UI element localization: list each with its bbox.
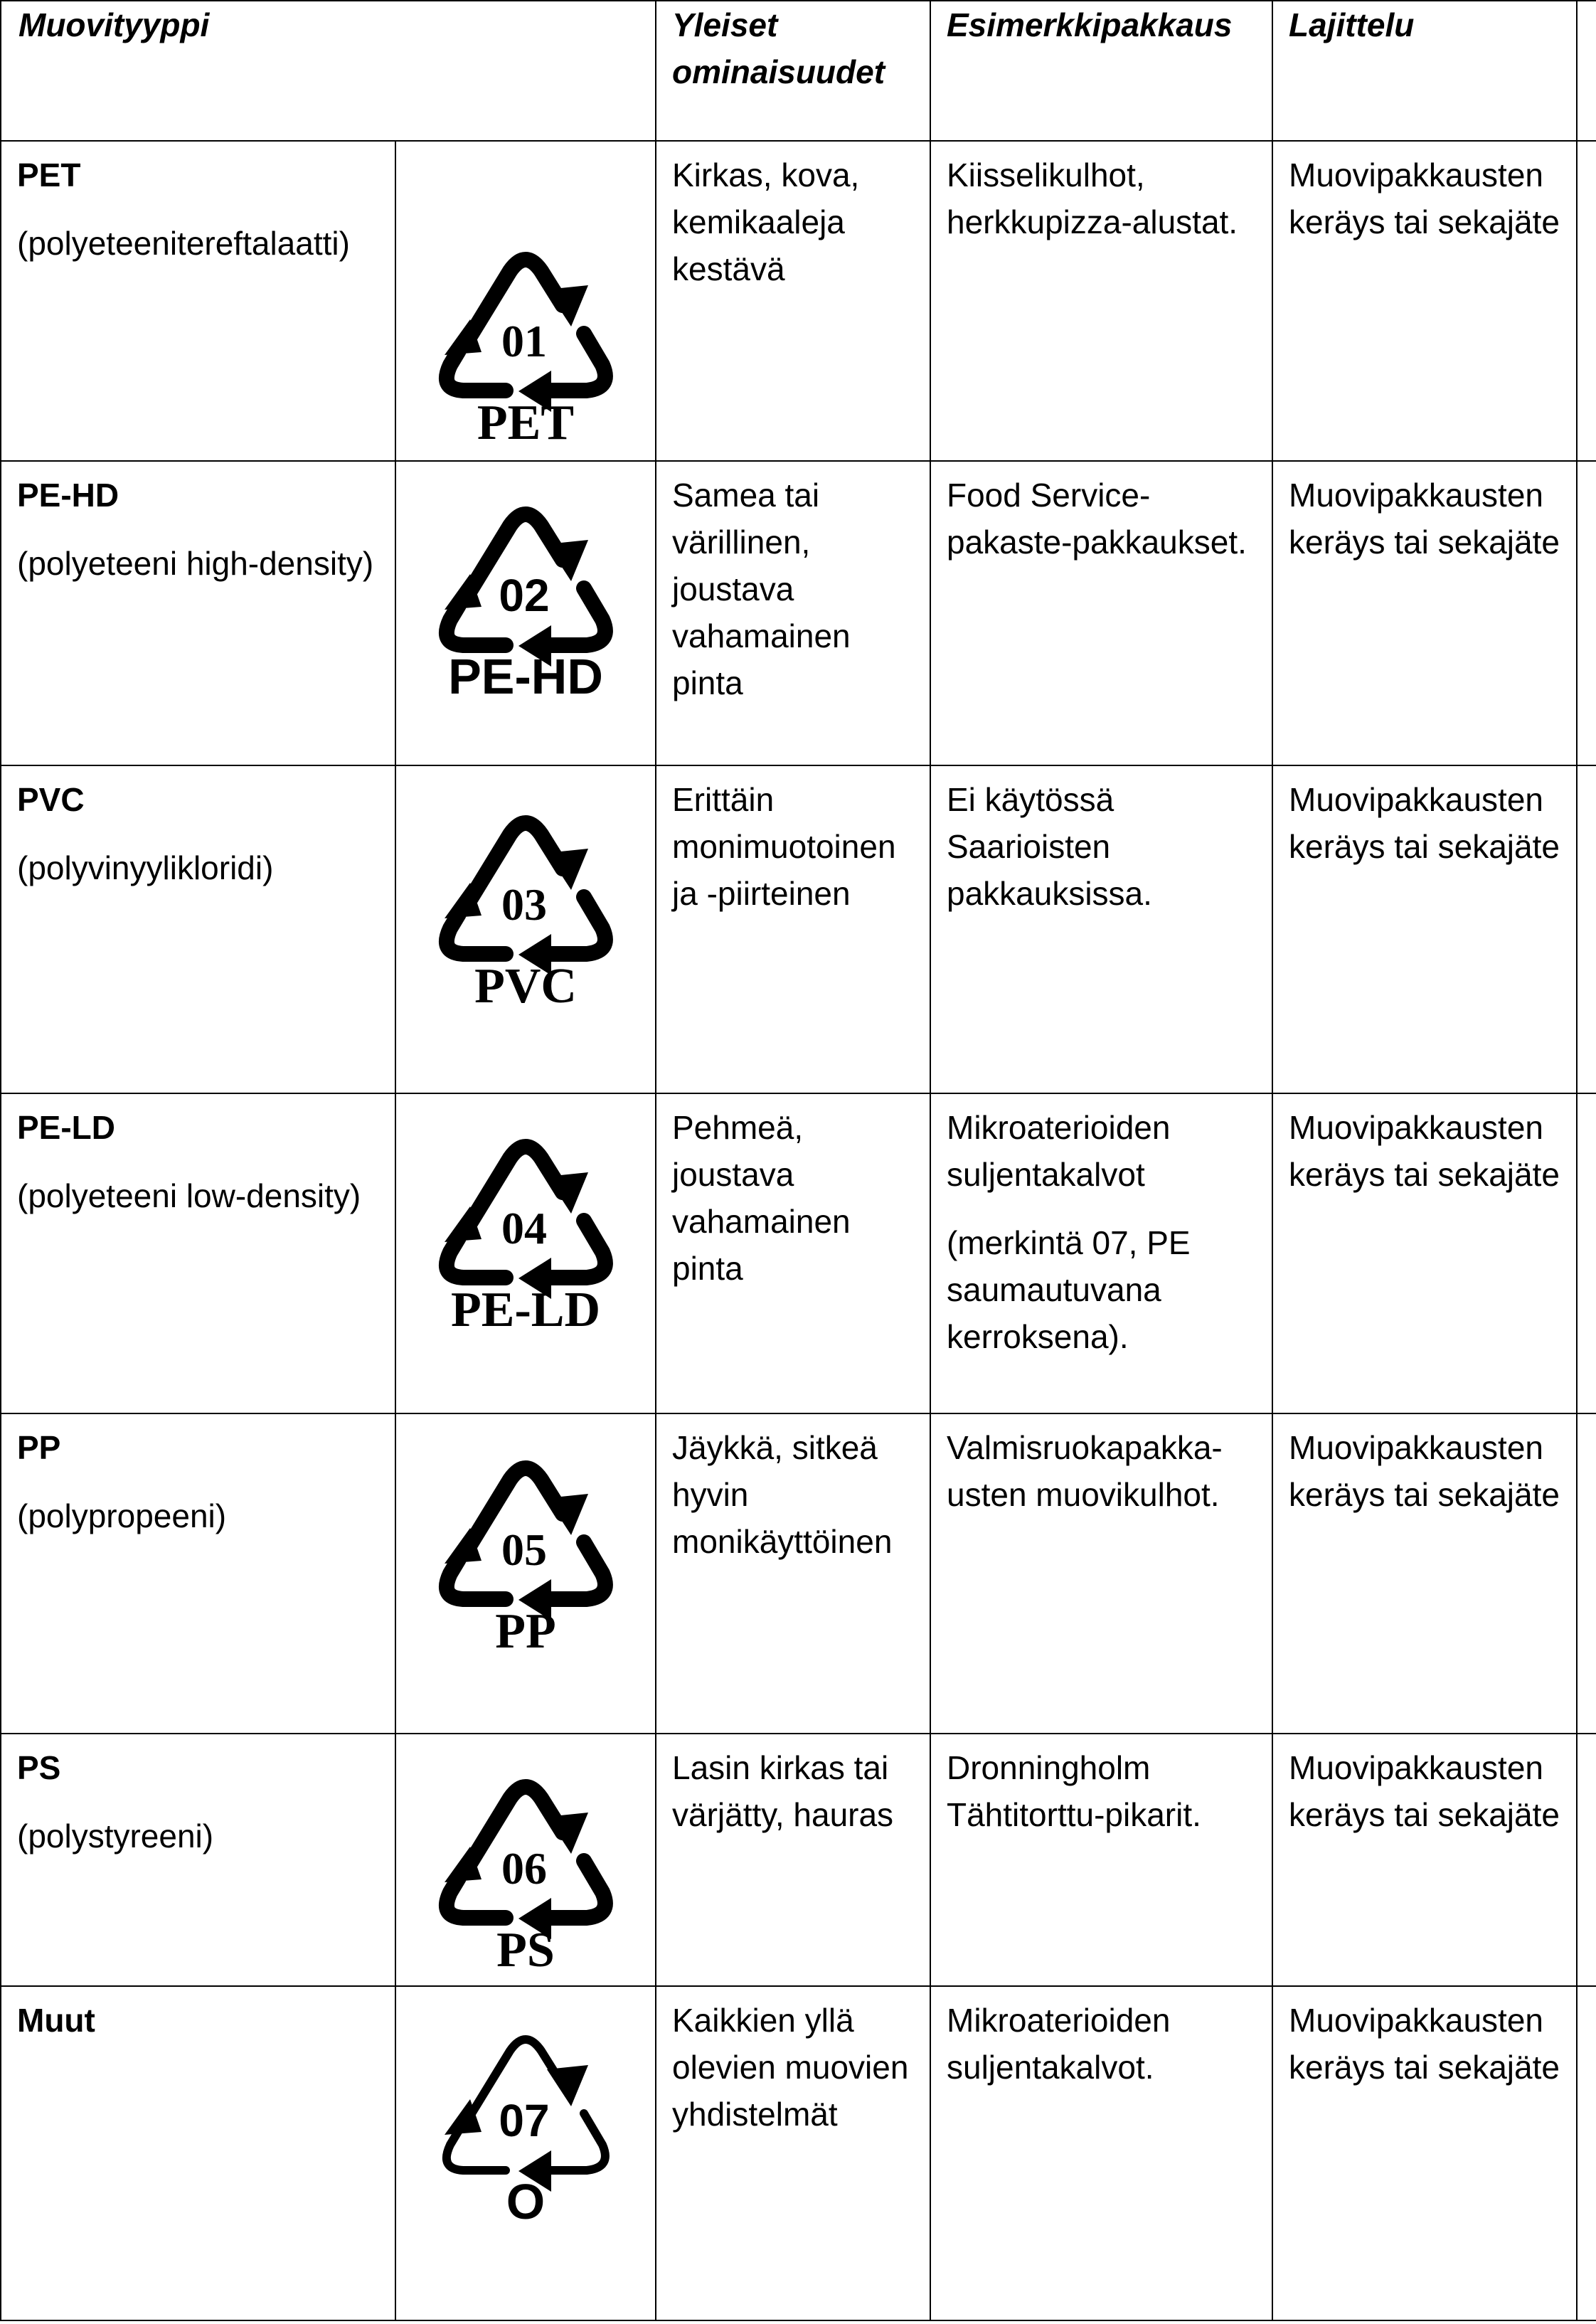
table-row: [1, 141, 1596, 461]
resin-code-label: O: [506, 2174, 546, 2227]
properties-cell: Erittäin monimuotoinen ja -piirteinen: [656, 765, 930, 1093]
extra-cell: [1577, 141, 1596, 461]
example-cell: [930, 1734, 1272, 1986]
resin-code-label: PVC: [474, 959, 577, 1011]
example-text: Ei käytössä Saarioisten pakkauksissa.: [947, 781, 1152, 912]
plastic-full-name: (polyeteenitereftalaatti): [17, 225, 350, 262]
header-example: Esimerkkipakkaus: [930, 1, 1272, 141]
sorting-cell: Muovipakkausten keräys tai sekajäte: [1272, 1734, 1577, 1986]
header-row: [1, 1, 1596, 141]
extra-cell: [1577, 765, 1596, 1093]
resin-code-label: PE-LD: [451, 1283, 600, 1335]
recycling-symbol-cell: [395, 1093, 656, 1413]
plastic-abbreviation: Muut: [17, 2002, 95, 2039]
extra-cell: [1577, 1986, 1596, 2320]
sorting-cell: Muovipakkausten keräys tai sekajäte: [1272, 461, 1577, 765]
resin-code-label: PET: [477, 396, 575, 447]
properties-cell: Jäykkä, sitkeä hyvin monikäyttöinen: [656, 1413, 930, 1734]
example-note: (merkintä 07, PE saumautuvana kerroksena).: [947, 1224, 1191, 1355]
resin-code-number: 02: [499, 570, 550, 621]
resin-code-number: 07: [499, 2095, 550, 2146]
sorting-cell: Muovipakkausten keräys tai sekajäte: [1272, 1413, 1577, 1734]
resin-code-number: 04: [501, 1203, 547, 1253]
plastic-type-cell: [1, 1413, 395, 1734]
header-plastic-type: Muovityyppi: [1, 1, 656, 141]
table-row: [1, 461, 1596, 765]
header-extra: [1577, 1, 1596, 141]
plastic-type-cell: [1, 765, 395, 1093]
properties-cell: Samea tai värillinen, joustava vahamainen pinta: [656, 461, 930, 765]
example-text: Food Service-pakaste-pakkaukset.: [947, 477, 1247, 561]
plastic-type-cell: [1, 1734, 395, 1986]
example-text: Mikroaterioiden suljentakalvot.: [947, 2002, 1171, 2086]
recycling-symbol-cell: [395, 461, 656, 765]
sorting-cell: Muovipakkausten keräys tai sekajäte: [1272, 1986, 1577, 2320]
extra-cell: [1577, 461, 1596, 765]
plastic-abbreviation: PP: [17, 1429, 61, 1466]
plastic-abbreviation: PVC: [17, 781, 85, 818]
plastic-abbreviation: PET: [17, 156, 81, 193]
extra-cell: [1577, 1413, 1596, 1734]
example-text: Valmisruokapakka-usten muovikulhot.: [947, 1429, 1223, 1513]
resin-code-number: 05: [501, 1524, 547, 1575]
example-text: Dronningholm Tähtitorttu-pikarit.: [947, 1749, 1201, 1833]
plastic-type-cell: [1, 141, 395, 461]
plastic-full-name: (polyvinyylikloridi): [17, 849, 274, 886]
recycling-triangle-icon: [426, 776, 625, 1011]
sorting-cell: Muovipakkausten keräys tai sekajäte: [1272, 141, 1577, 461]
recycling-symbol-cell: [395, 1734, 656, 1986]
recycling-triangle-icon: [426, 213, 625, 447]
recycling-triangle-icon: [426, 1100, 625, 1335]
recycling-symbol-cell: [395, 1986, 656, 2320]
properties-cell: Pehmeä, joustava vahamainen pinta: [656, 1093, 930, 1413]
sorting-cell: Muovipakkausten keräys tai sekajäte: [1272, 1093, 1577, 1413]
plastic-type-cell: [1, 1093, 395, 1413]
resin-code-number: 06: [501, 1843, 547, 1894]
recycling-symbol-cell: [395, 765, 656, 1093]
resin-code-label: PS: [496, 1923, 555, 1975]
properties-cell: Kaikkien yllä olevien muovien yhdistelmät: [656, 1986, 930, 2320]
sorting-cell: Muovipakkausten keräys tai sekajäte: [1272, 765, 1577, 1093]
plastic-full-name: (polyeteeni high-density): [17, 545, 374, 582]
plastic-abbreviation: PS: [17, 1749, 61, 1786]
table-row: [1, 1413, 1596, 1734]
resin-code-label: PP: [495, 1604, 556, 1656]
resin-code-label: PE-HD: [448, 649, 603, 702]
example-cell: [930, 1093, 1272, 1413]
recycling-triangle-icon: [426, 467, 625, 702]
plastic-type-cell: [1, 1986, 395, 2320]
plastic-type-cell: [1, 461, 395, 765]
plastic-full-name: (polypropeeni): [17, 1497, 227, 1534]
example-text: Kiisselikulhot, herkkupizza-alustat.: [947, 156, 1238, 240]
plastic-full-name: (polyeteeni low-density): [17, 1177, 361, 1214]
recycling-symbol-cell: [395, 1413, 656, 1734]
extra-cell: [1577, 1093, 1596, 1413]
recycling-triangle-icon: [426, 1993, 625, 2227]
plastic-abbreviation: PE-LD: [17, 1109, 115, 1146]
extra-cell: [1577, 1734, 1596, 1986]
properties-cell: Kirkas, kova, kemikaaleja kestävä: [656, 141, 930, 461]
table-row: [1, 1986, 1596, 2320]
example-cell: [930, 1413, 1272, 1734]
plastic-full-name: (polystyreeni): [17, 1818, 214, 1855]
properties-cell: Lasin kirkas tai värjätty, hauras: [656, 1734, 930, 1986]
table-row: [1, 1734, 1596, 1986]
header-properties: Yleiset ominaisuudet: [656, 1, 930, 141]
plastic-abbreviation: PE-HD: [17, 477, 119, 514]
example-text: Mikroaterioiden suljentakalvot: [947, 1109, 1171, 1193]
resin-code-number: 01: [501, 316, 547, 366]
recycling-triangle-icon: [426, 1421, 625, 1656]
resin-code-number: 03: [501, 879, 547, 930]
example-cell: [930, 461, 1272, 765]
recycling-symbol-cell: [395, 141, 656, 461]
header-sorting: Lajittelu: [1272, 1, 1577, 141]
example-cell: [930, 141, 1272, 461]
example-cell: [930, 765, 1272, 1093]
table-row: [1, 1093, 1596, 1413]
example-cell: [930, 1986, 1272, 2320]
recycling-triangle-icon: [426, 1740, 625, 1975]
table-row: [1, 765, 1596, 1093]
